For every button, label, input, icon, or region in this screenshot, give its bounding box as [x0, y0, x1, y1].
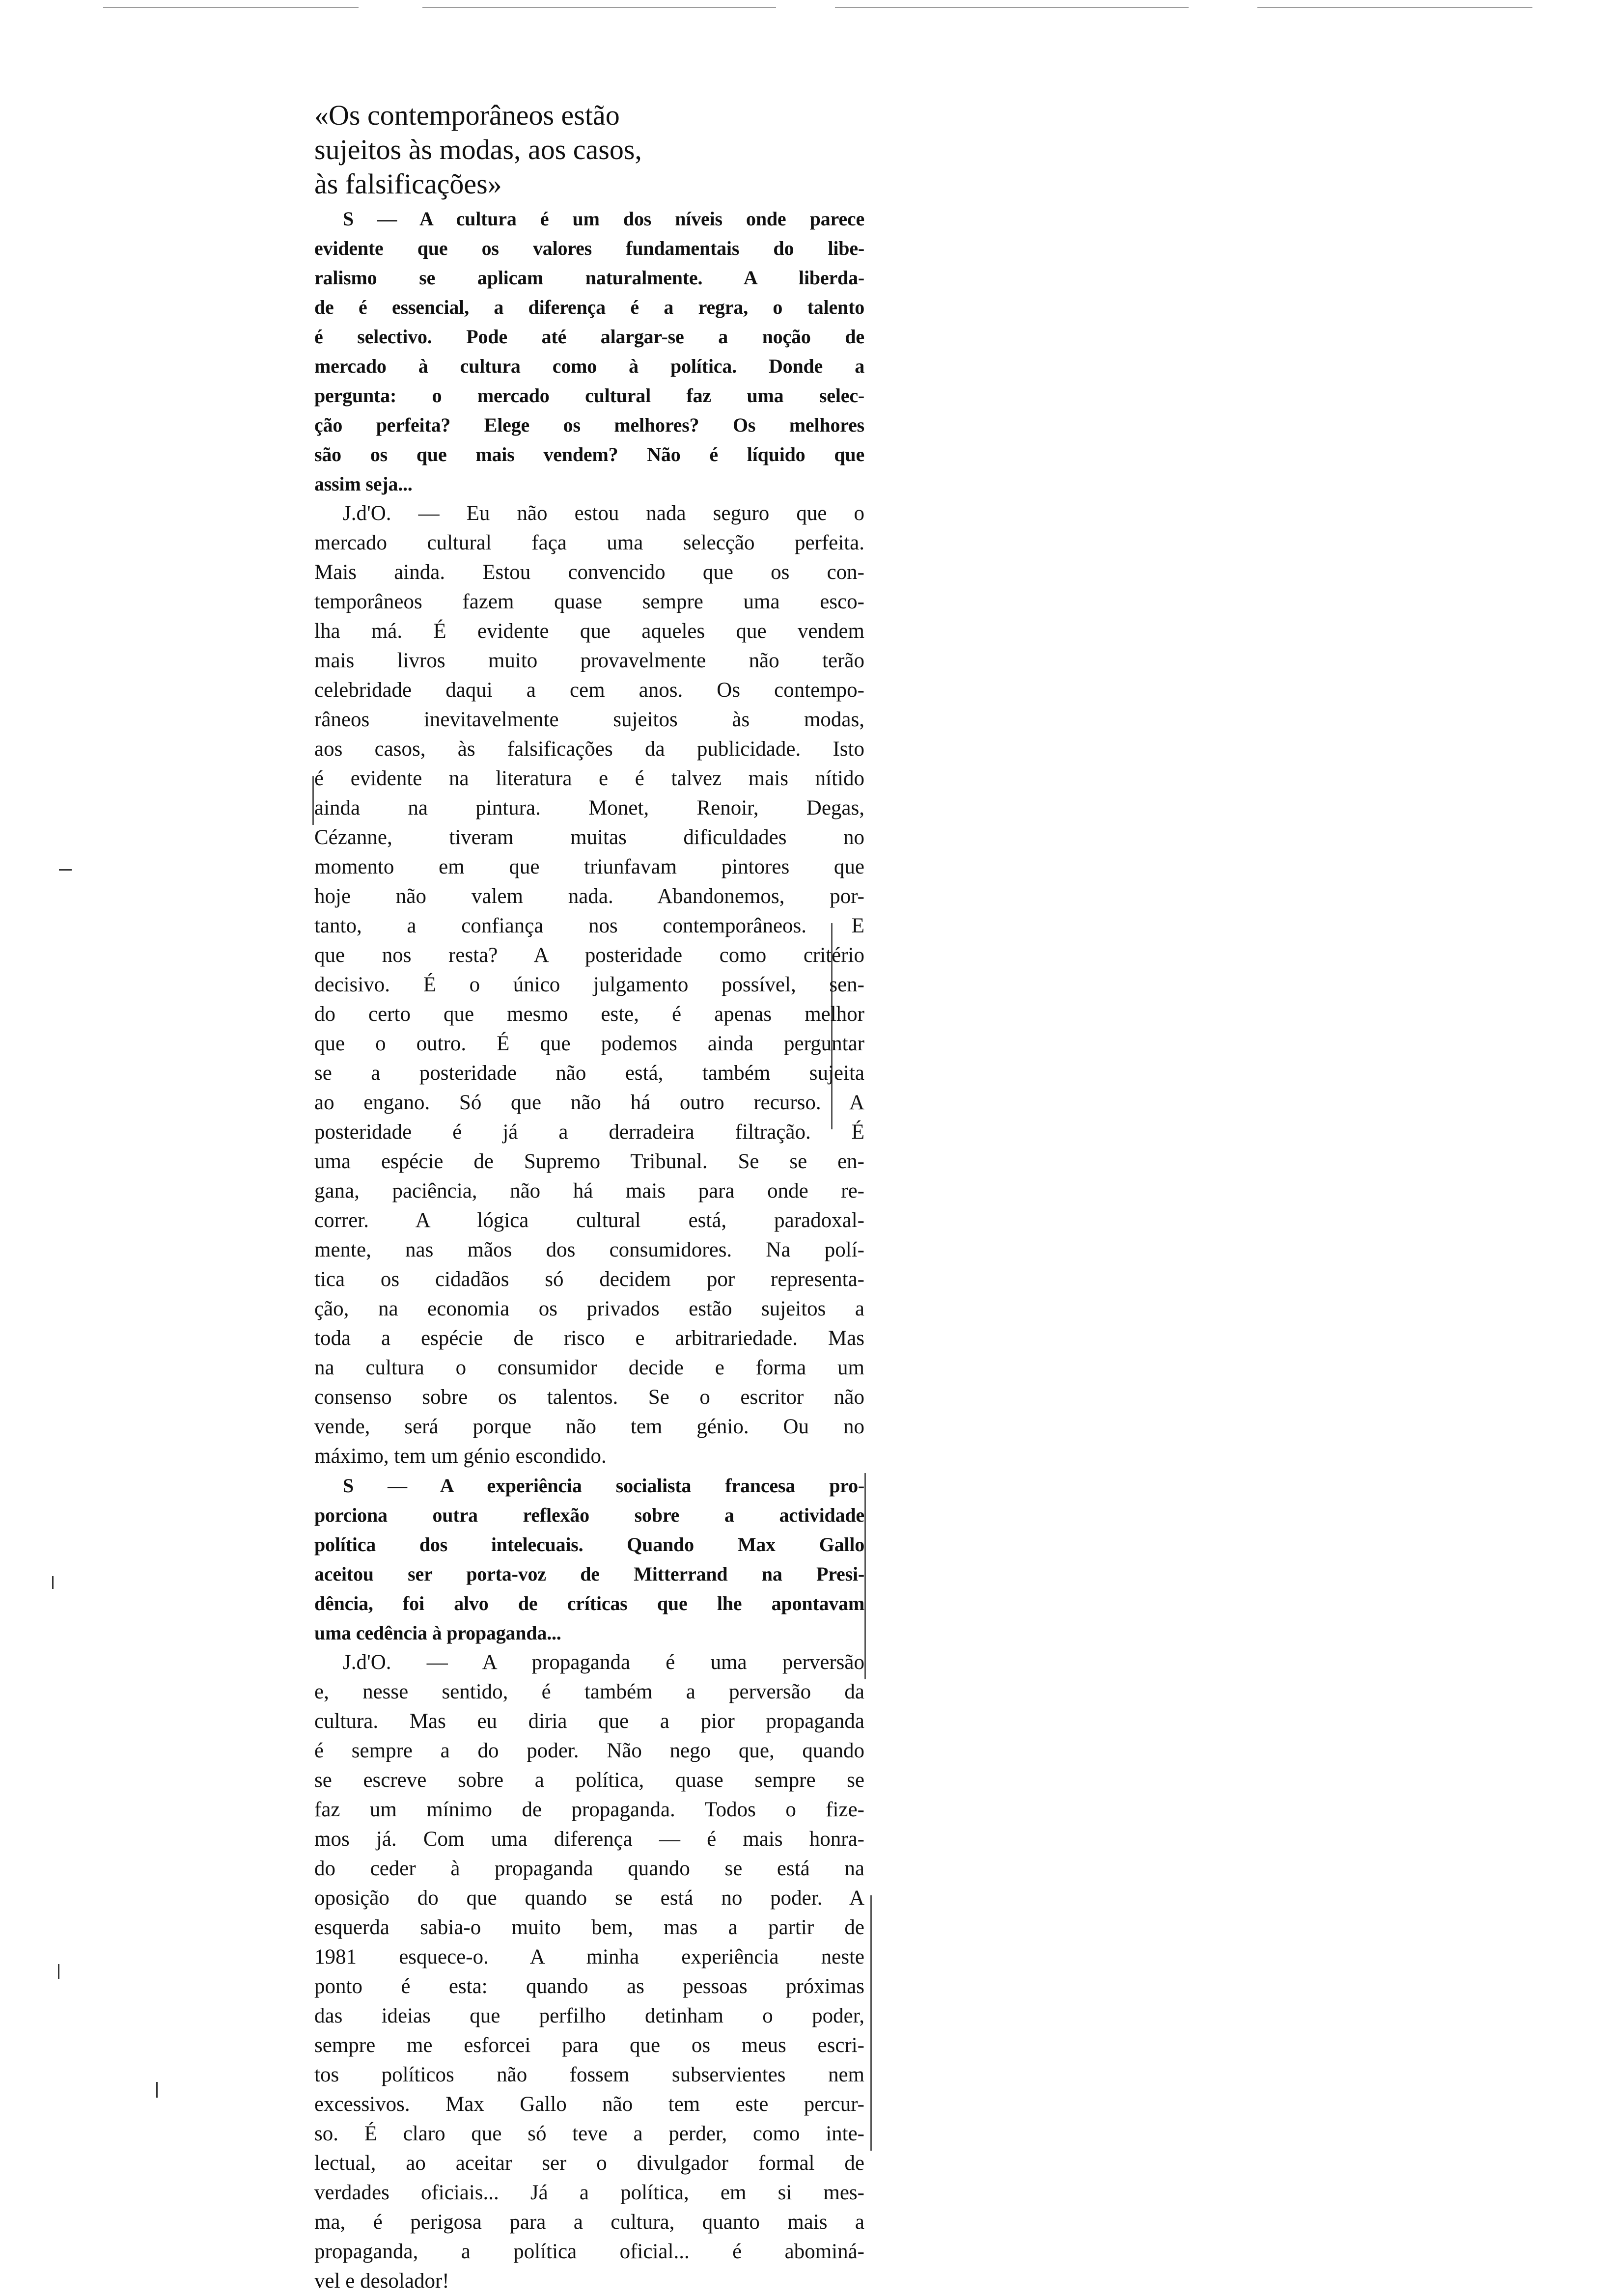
text-line: ma, é perigosa para a cultura, quanto mais a	[314, 2211, 864, 2234]
text-line: râneos inevitavelmente sujeitos às modas,	[314, 708, 864, 731]
article-body	[314, 204, 864, 2296]
text-line: ainda na pintura. Monet, Renoir, Degas,	[314, 796, 864, 820]
text-line: tanto, a confiança nos contemporâneos. E	[314, 914, 864, 937]
text-line: é sempre a do poder. Não nego que, quando	[314, 1739, 864, 1762]
text-line: do certo que mesmo este, é apenas melhor	[314, 1003, 864, 1026]
text-line: J.d'O. — Eu não estou nada seguro que o	[343, 502, 864, 525]
text-line: máximo, tem um génio escondido.	[314, 1445, 607, 1468]
scan-edge-line	[835, 7, 1189, 8]
text-line: Mais ainda. Estou convencido que os con-	[314, 561, 864, 584]
text-line: que nos resta? A posteridade como critério	[314, 944, 864, 967]
text-line: 1981 esquece-o. A minha experiência neste	[314, 1945, 864, 1968]
clipping-edge	[864, 1473, 866, 1679]
article-column	[314, 98, 864, 2296]
text-line: so. É claro que só teve a perder, como inte-	[314, 2122, 864, 2145]
text-line: assim seja...	[314, 473, 413, 495]
text-line: celebridade daqui a cem anos. Os contempo-	[314, 679, 864, 702]
text-line: aos casos, às falsificações da publicidade. Isto	[314, 738, 864, 761]
text-line: gana, paciência, não há mais para onde re-	[314, 1179, 864, 1203]
text-line: correr. A lógica cultural está, paradoxal-	[314, 1209, 864, 1232]
text-line: hoje não valem nada. Abandonemos, por-	[314, 885, 864, 908]
text-line: faz um mínimo de propaganda. Todos o fize-	[314, 1798, 864, 1821]
text-line: propaganda, a política oficial... é abominá-	[314, 2240, 864, 2263]
text-line: aceitou ser porta-voz de Mitterrand na Presi-	[314, 1563, 864, 1585]
text-line: ralismo se aplicam naturalmente. A liberda-	[314, 267, 864, 289]
text-line: se a posteridade não está, também sujeita	[314, 1062, 864, 1085]
text-line: oposição do que quando se está no poder. A	[314, 1886, 864, 1910]
text-line: tos políticos não fossem subservientes nem	[314, 2063, 864, 2086]
text-line: na cultura o consumidor decide e forma um	[314, 1356, 864, 1379]
text-line: de é essencial, a diferença é a regra, o talento	[314, 296, 864, 318]
text-line: ção perfeita? Elege os melhores? Os melhores	[314, 414, 864, 436]
scan-edge-line	[422, 7, 776, 8]
text-line: e, nesse sentido, é também a perversão da	[314, 1680, 864, 1703]
text-line: temporâneos fazem quase sempre uma esco-	[314, 590, 864, 613]
scan-mark	[156, 2082, 158, 2098]
text-line: verdades oficiais... Já a política, em si mes-	[314, 2181, 864, 2204]
text-line: tica os cidadãos só decidem por representa-	[314, 1268, 864, 1291]
text-line: lha má. É evidente que aqueles que vendem	[314, 620, 864, 643]
headline-line: «Os contemporâneos estão	[314, 99, 620, 131]
text-line: lectual, ao aceitar ser o divulgador formal de	[314, 2152, 864, 2175]
text-line: são os que mais vendem? Não é líquido que	[314, 443, 864, 465]
text-line: cultura. Mas eu diria que a pior propaganda	[314, 1710, 864, 1733]
scan-mark	[58, 1964, 59, 1979]
text-line: ao engano. Só que não há outro recurso. A	[314, 1091, 864, 1114]
scan-mark	[59, 869, 72, 871]
text-line: sempre me esforcei para que os meus escri-	[314, 2034, 864, 2057]
text-line: posteridade é já a derradeira filtração. É	[314, 1121, 864, 1144]
scan-mark	[52, 1576, 54, 1589]
clipping-edge	[870, 1895, 872, 2151]
headline-line: sujeitos às modas, aos casos,	[314, 134, 642, 165]
article-headline	[314, 98, 864, 201]
text-line: mercado à cultura como à política. Donde a	[314, 355, 864, 377]
text-line: evidente que os valores fundamentais do libe-	[314, 237, 864, 259]
text-line: ção, na economia os privados estão sujeitos a	[314, 1297, 864, 1320]
text-line: porciona outra reflexão sobre a actividade	[314, 1504, 864, 1526]
text-line: pergunta: o mercado cultural faz uma selec-	[314, 384, 864, 407]
interview-answer	[314, 1648, 864, 2296]
text-line: é evidente na literatura e é talvez mais nítido	[314, 767, 864, 790]
scan-edge-line	[103, 7, 359, 8]
text-line: momento em que triunfavam pintores que	[314, 855, 864, 878]
text-line: esquerda sabia-o muito bem, mas a partir de	[314, 1916, 864, 1939]
text-line: Cézanne, tiveram muitas dificuldades no	[314, 826, 864, 849]
text-line: S — A experiência socialista francesa pro-	[343, 1475, 864, 1497]
interview-answer	[314, 499, 864, 1471]
text-line: mente, nas mãos dos consumidores. Na polí-	[314, 1238, 864, 1261]
text-line: excessivos. Max Gallo não tem este percur-	[314, 2093, 864, 2116]
text-line: mos já. Com uma diferença — é mais honra-	[314, 1828, 864, 1851]
text-line: S — A cultura é um dos níveis onde parece	[343, 208, 864, 230]
headline-line: às falsificações»	[314, 168, 502, 200]
text-line: mercado cultural faça uma selecção perfeita.	[314, 531, 864, 554]
text-line: vel e desolador!	[314, 2269, 449, 2293]
clipping-edge	[312, 776, 314, 825]
text-line: mais livros muito provavelmente não terão	[314, 649, 864, 672]
text-line: consenso sobre os talentos. Se o escritor não	[314, 1386, 864, 1409]
text-line: política dos intelecuais. Quando Max Gallo	[314, 1533, 864, 1556]
interview-question	[314, 204, 864, 499]
text-line: J.d'O. — A propaganda é uma perversão	[343, 1651, 864, 1674]
text-line: ponto é esta: quando as pessoas próximas	[314, 1975, 864, 1998]
text-line: toda a espécie de risco e arbitrariedade. Mas	[314, 1327, 864, 1350]
text-line: decisivo. É o único julgamento possível, sen-	[314, 973, 864, 996]
text-line: das ideias que perfilho detinham o poder,	[314, 2004, 864, 2027]
interview-question	[314, 1471, 864, 1648]
text-line: é selectivo. Pode até alargar-se a noção de	[314, 326, 864, 348]
text-line: que o outro. É que podemos ainda perguntar	[314, 1032, 864, 1055]
text-line: do ceder à propaganda quando se está na	[314, 1857, 864, 1880]
text-line: uma espécie de Supremo Tribunal. Se se en-	[314, 1150, 864, 1173]
text-line: dência, foi alvo de críticas que lhe apontavam	[314, 1592, 864, 1614]
text-line: se escreve sobre a política, quase sempre se	[314, 1769, 864, 1792]
scan-edge-line	[1257, 7, 1532, 8]
text-line: uma cedência à propaganda...	[314, 1622, 561, 1644]
text-line: vende, será porque não tem génio. Ou no	[314, 1415, 864, 1438]
